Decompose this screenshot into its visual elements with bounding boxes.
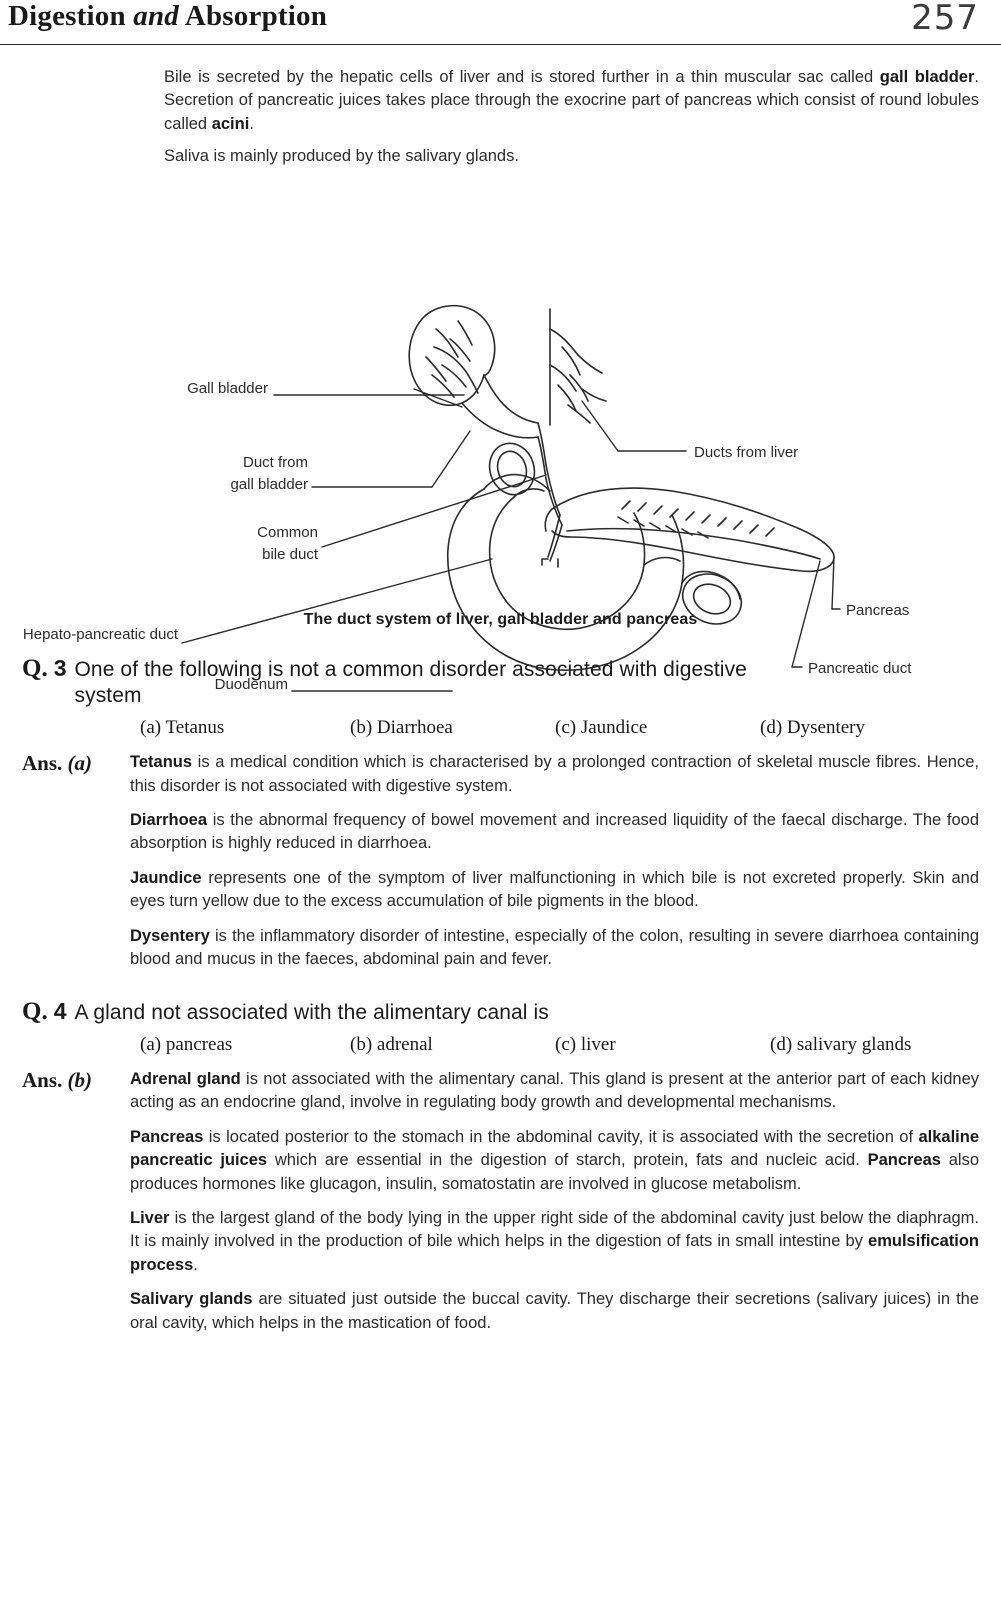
figure-caption: The duct system of liver, gall bladder and pancreas	[303, 610, 698, 628]
question-4-answer-label: Ans.	[22, 1067, 63, 1092]
label-ducts-from-liver: Ducts from liver	[694, 443, 799, 461]
term-acini: acini	[211, 114, 250, 133]
term-salivary-glands: Salivary glands	[130, 1290, 253, 1309]
question-3-option-a[interactable]: (a) Tetanus	[140, 717, 225, 739]
term-pancreas-1: Pancreas	[130, 1127, 204, 1146]
question-3-option-c[interactable]: (c) Jaundice	[555, 717, 648, 739]
question-4-option-a[interactable]: (a) pancreas	[140, 1033, 233, 1055]
question-3-answer-paragraph-3	[130, 867, 979, 914]
question-3-answer-paragraph-2	[130, 809, 979, 856]
page-content	[0, 44, 1001, 1375]
label-gall-bladder: Gall bladder	[187, 379, 268, 397]
question-4-option-c[interactable]: (c) liver	[555, 1033, 616, 1055]
q4-p2-t3: also produces hormones like glucagon, insulin, somatostatin are involved in glucose metabolism.	[130, 1151, 979, 1193]
label-common-bile-duct-line1: Common	[257, 523, 318, 541]
page-title-part-2: Absorption	[178, 0, 328, 32]
question-4-answer-body	[130, 1068, 979, 1335]
label-duct-from-gall-bladder-line1: Duct from	[242, 453, 308, 471]
question-3-option-b[interactable]: (b) Diarrhoea	[350, 717, 453, 739]
term-diarrhoea: Diarrhoea	[130, 811, 208, 830]
question-3-answer-tag	[22, 751, 130, 971]
question-4-text: A gland not associated with the alimentary canal is	[74, 1000, 549, 1024]
q4-p3-t2: .	[193, 1255, 198, 1274]
question-4-answer	[22, 1068, 979, 1335]
q4-p2-t1: is located posterior to the stomach in the abdominal cavity, it is associated with the secretion of	[203, 1127, 919, 1146]
question-4-option-b[interactable]: (b) adrenal	[350, 1033, 433, 1055]
question-4-answer-paragraph-3	[130, 1207, 979, 1277]
term-emulsification-process: emulsification process	[130, 1232, 979, 1274]
label-pancreas: Pancreas	[846, 601, 910, 619]
question-3-text	[75, 657, 747, 710]
q4-p4-rest: are situated just outside the buccal cavity. They discharge their secretions (salivary juices) in the oral cavity, which helps in the mastication of food.	[130, 1290, 980, 1332]
term-pancreas-2: Pancreas	[867, 1151, 941, 1170]
q3-p3-rest: represents one of the symptom of liver malfunctioning in which bile is not excreted properly. Skin and eyes turn yellow due to the excess accumulation of bile pigments in the blood.	[130, 868, 979, 911]
question-4-options	[140, 1034, 979, 1056]
question-3-answer-paragraph-4	[130, 925, 979, 972]
question-4-line	[22, 998, 979, 1026]
term-tetanus: Tetanus	[130, 753, 193, 772]
question-4-answer-paragraph-2	[130, 1126, 979, 1196]
q3-p1-rest: is a medical condition which is characterised by a prolonged contraction of skeletal muscle fibres. Hence, this disorder is not associated with digestive system.	[130, 753, 979, 795]
page-title-italic: and	[133, 0, 179, 32]
question-3-option-d[interactable]: (d) Dysentery	[760, 717, 865, 739]
question-3-answer-paragraph-1	[130, 751, 979, 798]
question-4-answer-paragraph-4	[130, 1288, 979, 1335]
header-divider	[0, 44, 1001, 45]
q4-p2-t2: which are essential in the digestion of starch, protein, fats and nucleic acid.	[267, 1151, 868, 1170]
page-number: 257	[911, 0, 979, 38]
question-4-answer-paragraph-1	[130, 1068, 979, 1115]
question-4-number: 4	[53, 997, 67, 1024]
q4-p3-t1: is the largest gland of the body lying in the upper right side of the abdominal cavity just below the diaphragm. It is mainly involved in the production of bile which helps in the digestion of fats in small intestine by	[130, 1208, 979, 1251]
q3-p4-rest: is the inflammatory disorder of intestine, especially of the colon, resulting in severe diarrhoea containing blood and mucus in the faeces, abdominal pain and fever.	[130, 926, 979, 969]
intro-paragraph-2: Saliva is mainly produced by the salivary glands.	[164, 147, 519, 166]
intro-paragraph-1	[164, 66, 979, 136]
question-3-answer-body	[130, 751, 979, 971]
question-3-text-line2: system	[74, 683, 142, 707]
term-dysentery: Dysentery	[130, 926, 210, 945]
page-title	[8, 0, 327, 33]
intro-p1-a: Bile is secreted by the hepatic cells of liver and is stored further in a thin muscular sac called	[164, 68, 880, 86]
q4-p1-rest: is not associated with the alimentary canal. This gland is present at the anterior part of each kidney acting as an endocrine gland, involve in regulating body growth and developmental mechanisms.	[130, 1069, 979, 1112]
term-gall-bladder: gall bladder	[879, 68, 975, 86]
q3-p2-rest: is the abnormal frequency of bowel movement and increased liquidity of the faecal discharge. The food absorption is highly reduced in diarrhoea.	[130, 811, 979, 853]
question-4-tag: Q.	[22, 997, 48, 1025]
question-3-answer-label: Ans.	[22, 751, 63, 776]
question-4-block	[22, 998, 979, 1335]
intro-section	[164, 66, 979, 169]
label-common-bile-duct-line2: bile duct	[262, 545, 318, 563]
intro-p1-d: .	[249, 114, 254, 133]
label-duct-from-gall-bladder-line2: gall bladder	[230, 475, 308, 493]
question-3-text-line1: One of the following is not a common disorder associated with digestive	[74, 657, 747, 681]
question-3-answer	[22, 751, 979, 971]
term-liver: Liver	[130, 1208, 170, 1227]
term-alkaline-pancreatic-juices: alkaline pancreatic juices	[130, 1127, 979, 1170]
term-adrenal-gland: Adrenal gland	[130, 1069, 241, 1088]
label-duodenum: Duodenum	[214, 675, 288, 693]
label-pancreatic-duct: Pancreatic duct	[808, 659, 912, 677]
question-4-answer-choice: (b)	[67, 1067, 93, 1092]
term-jaundice: Jaundice	[130, 868, 202, 887]
question-4-option-d[interactable]: (d) salivary glands	[770, 1033, 912, 1055]
intro-p1-c: . Secretion of pancreatic juices takes place through the exocrine part of pancreas which consist of round lobules called	[164, 68, 979, 133]
question-3-options	[140, 717, 979, 739]
label-hepato-pancreatic-duct: Hepato-pancreatic duct	[22, 625, 178, 643]
question-3-number: 3	[53, 654, 67, 681]
question-3-tag: Q.	[22, 654, 48, 682]
page-header	[0, 0, 1001, 44]
question-3-answer-choice: (a)	[67, 751, 93, 776]
question-3-block	[22, 655, 979, 972]
question-4-answer-tag	[22, 1068, 130, 1335]
page-title-part-1: Digestion	[8, 0, 134, 32]
